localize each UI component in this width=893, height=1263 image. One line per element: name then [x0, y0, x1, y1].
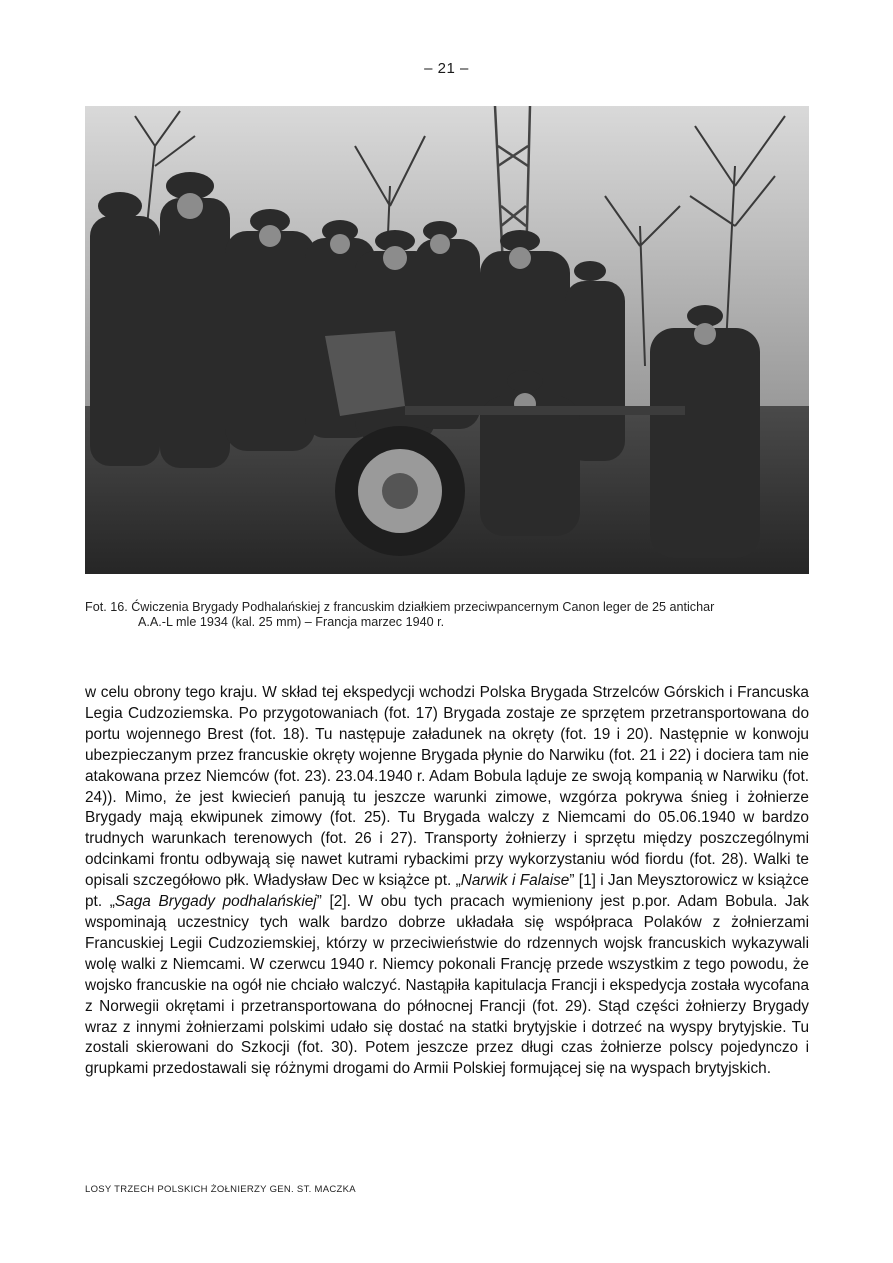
body-paragraph — [85, 683, 809, 1080]
body-text-part-2: ” [1] i Jan Meysztorowicz w książce pt. „ — [85, 872, 809, 911]
gun-barrel — [405, 406, 685, 415]
page-number: – 21 – — [424, 60, 469, 77]
gun-wheel — [335, 426, 465, 556]
caption-line-2: A.A.-L mle 1934 (kal. 25 mm) – Francja marzec 1940 r. — [138, 615, 445, 629]
running-footer: LOSY TRZECH POLSKICH ŻOŁNIERZY GEN. ST. MACZKA — [85, 1184, 356, 1195]
caption-line-1: Ćwiczenia Brygady Podhalańskiej z francuskim działkiem przeciwpancernym Canon leger de 25 antichar — [131, 600, 715, 614]
book-title-saga: Saga Brygady podhalańskiej — [114, 893, 317, 911]
book-title-narwik: Narwik i Falaise — [460, 872, 570, 890]
body-text-part-3: ” [2]. W obu tych pracach wymieniony jest p.por. Adam Bobula. Jak wspominają uczestnicy tych walk bardzo dobrze układała się współpraca Polaków z żołnierzami Francuskiej Legii Cudzoziemskiej, którzy w przeciwieństwie do rdzennych wojsk francuskich wykazywali wolę walki z Niemcami. W czerwcu 1940 r. Niemcy pokonali Francję przede wszystkim z tego powodu, że wojsko francuskie na ogół nie chciało walczyć. Nastąpiła kapitulacja Francji i ekspedycja została wycofana z Norwegii okrętami i przetransportowana do północnej Francji (fot. 29). Stąd części żołnierzy Brygady wraz z innymi żołnierzami polskimi udało się dostać na statki brytyjskie i dotrzeć na wyspy brytyjskie. Tu zostali skierowani do Szkocji (fot. 30). Potem jeszcze przez długi czas żołnierze polscy pojedynczo i grupkami przedostawali się różnymi drogami do Armii Polskiej formującej się na wyspach brytyjskich. — [85, 893, 809, 1078]
body-text-part-1: w celu obrony tego kraju. W skład tej ekspedycji wchodzi Polska Brygada Strzelców Górskich i Francuska Legia Cudzoziemska. Po przygotowaniach (fot. 17) Brygada zostaje ze sprzętem przetransportowana do portu wojennego Brest (fot. 18). Tu następuje załadunek na okręty (fot. 19 i 20). Następnie w konwoju ubezpieczanym przez francuskie okręty wojenne Brygada płynie do Narwiku (fot. 21 i 22) i dociera tam nie atakowana przez Niemców (fot. 23). 23.04.1940 r. Adam Bobula ląduje ze swoją kompanią w Narwiku (fot. 24)). Mimo, że jest kwiecień panują tu jeszcze warunki zimowe, wzgórza pokrywa śnieg i żołnierze Brygady mają ekwipunek zimowy (fot. 25). Tu Brygada walczy z Niemcami do 05.06.1940 w bardzo trudnych warunkach terenowych (fot. 26 i 27). Transporty żołnierzy i sprzętu między poszczególnymi odcinkami frontu odbywają się nawet kutrami rybackimi przy wykorzystaniu wód fiordu (fot. 28). Walki te opisali szczegółowo płk. Władysław Dec w książce pt. „ — [85, 684, 809, 890]
photo-soldiers-with-antitank-gun — [85, 106, 809, 574]
caption-label: Fot. 16. — [85, 600, 128, 614]
figure-caption — [85, 600, 815, 630]
